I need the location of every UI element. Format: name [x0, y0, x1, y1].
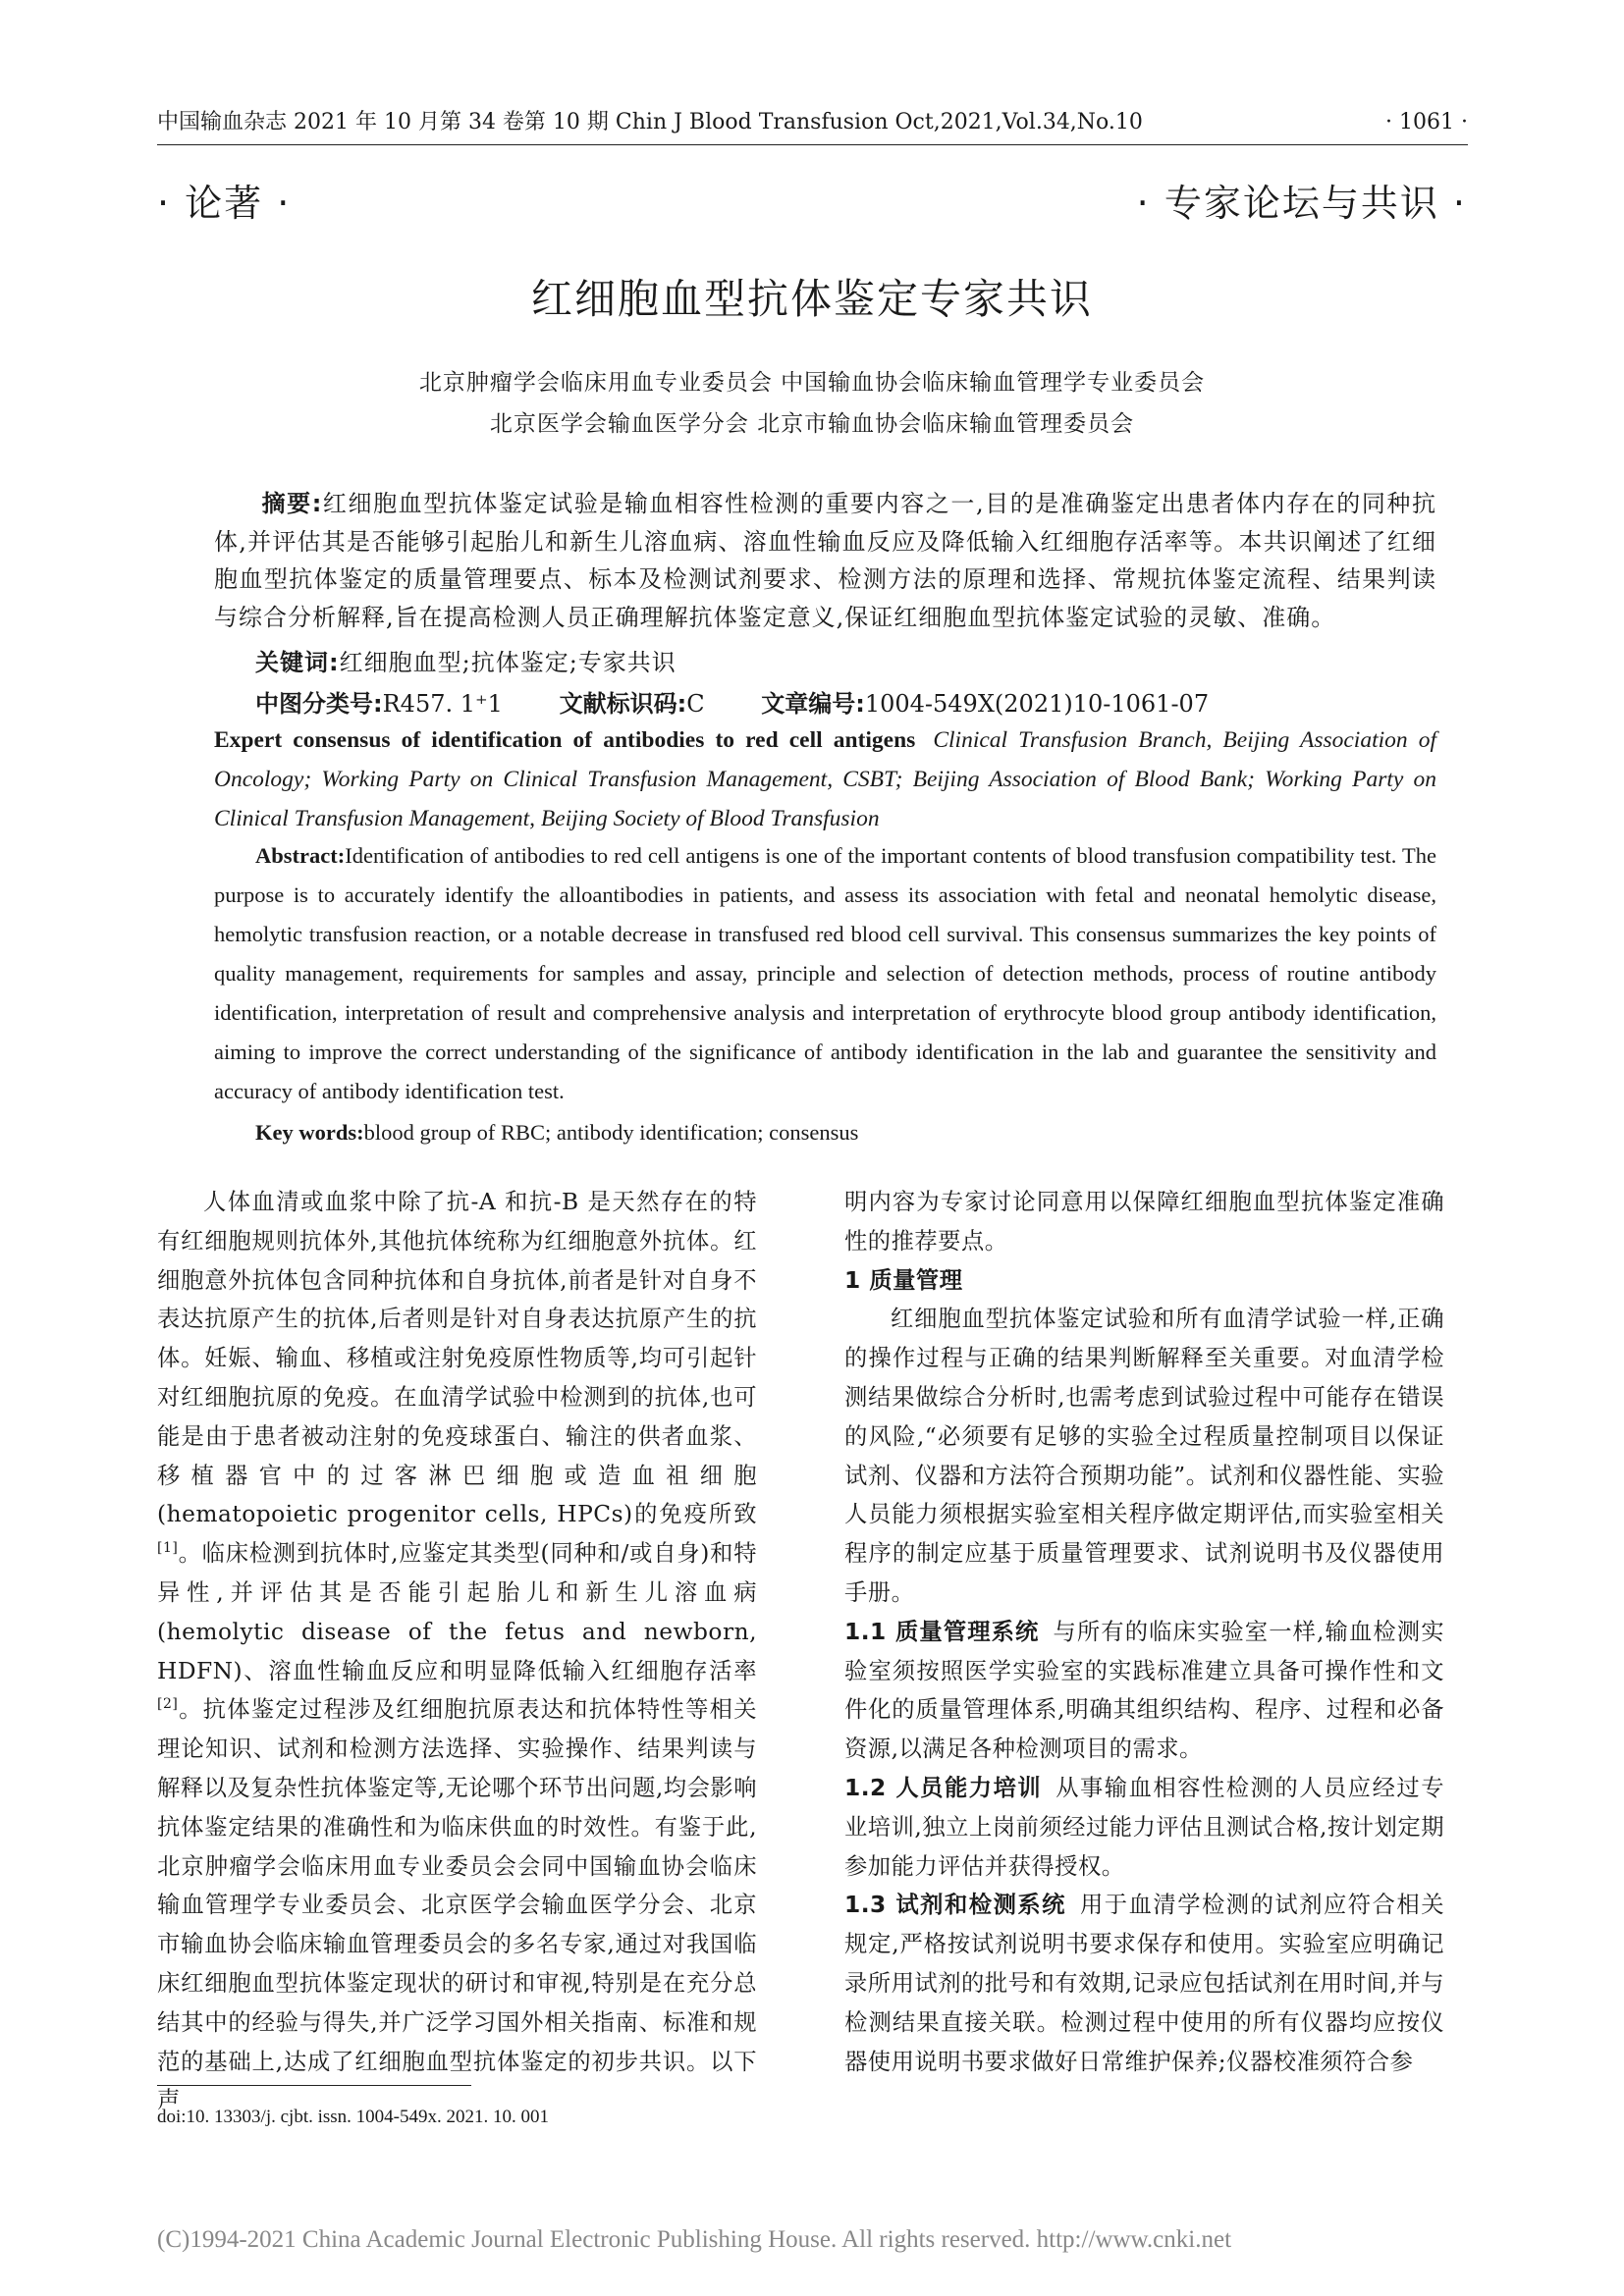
author-list — [0, 362, 1624, 445]
subsection-heading: 1.3 试剂和检测系统 — [844, 1892, 1066, 1919]
keywords-label: 关键词: — [255, 649, 340, 676]
right-column — [844, 1183, 1444, 2081]
chinese-abstract — [214, 485, 1436, 636]
article-number-value: 1004-549X(2021)10-1061-07 — [864, 690, 1210, 718]
doc-code-label: 文献标识码: — [559, 690, 687, 718]
footnote-divider — [157, 2085, 471, 2086]
abstract-text: 红细胞血型抗体鉴定试验是输血相容性检测的重要内容之一,目的是准确鉴定出患者体内存在的同种抗体,并评估其是否能够引起胎儿和新生儿溶血病、溶血性输血反应及降低输入红细胞存活率等。本共识阐述了红细胞血型抗体鉴定的质量管理要点、标本及检测试剂要求、检测方法的原理和选择、常规抗体鉴定流程、结果判读与综合分析解释,旨在提高检测人员正确理解抗体鉴定意义,保证红细胞血型抗体鉴定试验的灵敏、准确。 — [214, 490, 1436, 631]
article-number-label: 文章编号: — [761, 690, 865, 718]
citation-ref-1[interactable]: [1] — [157, 1540, 179, 1557]
english-abstract — [214, 836, 1436, 1111]
english-abstract-label: Abstract: — [255, 843, 346, 868]
intro-text-part3: 。抗体鉴定过程涉及红细胞抗原表达和抗体特性等相关理论知识、试剂和检测方法选择、实验操作、结果判读与解释以及复杂性抗体鉴定等,无论哪个环节出问题,均会影响抗体鉴定结果的准确性和为临床供血的时效性。有鉴于此,北京肿瘤学会临床用血专业委员会会同中国输血协会临床输血管理学专业委员会、北京医学会输血医学分会、北京市输血协会临床输血管理委员会的多名专家,通过对我国临床红细胞血型抗体鉴定现状的研讨和审视,特别是在充分总结其中的经验与得失,并广泛学习国外相关指南、标准和规范的基础上,达成了红细胞血型抗体鉴定的初步共识。以下声 — [157, 1696, 757, 2114]
citation-ref-2[interactable]: [2] — [157, 1696, 179, 1713]
subsection-1-1 — [844, 1613, 1444, 1769]
intro-text-part2: 。临床检测到抗体时,应鉴定其类型(同种和/或自身)和特异性,并评估其是否能引起胎儿和新生儿溶血病(hemolytic disease of the fetus and newborn, HDFN)、溶血性输血反应和明显降低输入红细胞存活率 — [157, 1540, 757, 1684]
subsection-text: 从事输血相容性检测的人员应经过专业培训,独立上岗前须经过能力评估且测试合格,按计划定期参加能力评估并获得授权。 — [844, 1774, 1444, 1880]
subsection-heading: 1.2 人员能力培训 — [844, 1774, 1043, 1801]
intro-paragraph — [157, 1183, 757, 2120]
abstract-label: 摘要: — [261, 490, 323, 517]
section-heading-quality-management: 1 质量管理 — [844, 1266, 963, 1294]
clc-value: R457. 1⁺1 — [382, 690, 503, 718]
english-title: Expert consensus of identification of antibodies to red cell antigens — [214, 727, 916, 753]
doi-footnote: doi:10. 13303/j. cjbt. issn. 1004-549x. 2021. 10. 001 — [157, 2107, 549, 2127]
english-keywords — [214, 1113, 1478, 1152]
clc-label: 中图分类号: — [255, 690, 383, 718]
english-keywords-text: blood group of RBC; antibody identification; consensus — [363, 1120, 859, 1145]
keywords-text: 红细胞血型;抗体鉴定;专家共识 — [339, 649, 677, 676]
subsection-heading: 1.1 质量管理系统 — [844, 1618, 1040, 1645]
copyright-notice: (C)1994-2021 China Academic Journal Electronic Publishing House. All rights reserved. http://www.cnki.net — [157, 2226, 1232, 2253]
paper-title: 红细胞血型抗体鉴定专家共识 — [530, 275, 1093, 323]
english-title-block — [214, 721, 1436, 838]
intro-text-part1: 人体血清或血浆中除了抗-A 和抗-B 是天然存在的特有红细胞规则抗体外,其他抗体统称为红细胞意外抗体。红细胞意外抗体包含同种抗体和自身抗体,前者是针对自身不表达抗原产生的抗体,后者则是针对自身表达抗原产生的抗体。妊娠、输血、移植或注射免疫原性物质等,均可引起针对红细胞抗原的免疫。在血清学试验中检测到的抗体,也可能是由于患者被动注射的免疫球蛋白、输注的供者血浆、移植器官中的过客淋巴细胞或造血祖细胞(hematopoietic progenitor cells, HPCs)的免疫所致 — [157, 1189, 757, 1528]
doc-code-value: C — [686, 690, 705, 718]
subsection-1-2 — [844, 1769, 1444, 1886]
section-label-expert-forum: · 专家论坛与共识 · — [1136, 182, 1467, 225]
subsection-text: 与所有的临床实验室一样,输血检测实验室须按照医学实验室的实践标准建立具备可操作性和文件化的质量管理体系,明确其组织结构、程序、过程和必备资源,以满足各种检测项目的需求。 — [844, 1618, 1444, 1763]
author-line: 北京肿瘤学会临床用血专业委员会 中国输血协会临床输血管理学专业委员会 — [418, 370, 1206, 396]
intro-continuation: 明内容为专家讨论同意用以保障红细胞血型抗体鉴定准确性的推荐要点。 — [844, 1189, 1444, 1255]
left-column — [157, 1183, 757, 2120]
subsection-text: 用于血清学检测的试剂应符合相关规定,严格按试剂说明书要求保存和使用。实验室应明确记录所用试剂的批号和有效期,记录应包括试剂在用时间,并与检测结果直接关联。检测过程中使用的所有仪器均应按仪器使用说明书要求做好日常维护保养;仪器校准须符合参 — [844, 1892, 1445, 2075]
subsection-1-3 — [844, 1886, 1444, 2081]
quality-intro-paragraph: 红细胞血型抗体鉴定试验和所有血清学试验一样,正确的操作过程与正确的结果判断解释至关重要。对血清学检测结果做综合分析时,也需考虑到试验过程中可能存在错误的风险,“必须要有足够的实验全过程质量控制项目以保证试剂、仪器和方法符合预期功能”。试剂和仪器性能、实验人员能力须根据实验室相关程序做定期评估,而实验室相关程序的制定应基于质量管理要求、试剂说明书及仪器使用手册。 — [844, 1306, 1444, 1606]
running-header — [157, 106, 1468, 145]
chinese-keywords — [255, 643, 677, 677]
classification-row — [255, 684, 1434, 719]
author-line: 北京医学会输血医学分会 北京市输血协会临床输血管理委员会 — [489, 411, 1135, 437]
section-label-articles: · 论著 · — [157, 182, 292, 225]
english-keywords-label: Key words: — [255, 1120, 364, 1145]
english-abstract-text: Identification of antibodies to red cell antigens is one of the important contents of blood transfusion compatibility test. The purpose is to accurately identify the alloantibodies in patients, and assess its association with fetal and neonatal hemolytic disease, hemolytic transfusion reaction, or a notable decrease in transfused red blood cell survival. This consensus summarizes the key points of quality management, requirements for samples and assay, principle and selection of detection methods, process of routine antibody identification, interpretation of result and comprehensive analysis and interpretation of erythrocyte blood group antibody identification, aiming to improve the correct understanding of the significance of antibody identification in the lab and guarantee the sensitivity and accuracy of antibody identification test. — [214, 843, 1436, 1103]
english-authors: Clinical Transfusion Branch, Beijing Association of Oncology; Working Party on Clinical Transfusion Management, CSBT; Beijing Association of Blood Bank; Working Party on Clinical Transfusion Management, Beijing Society of Blood Transfusion — [214, 727, 1436, 831]
journal-citation: 中国输血杂志 2021 年 10 月第 34 卷第 10 期 Chin J Blood Transfusion Oct,2021,Vol.34,No.10 — [157, 110, 1143, 134]
page-number: · 1061 · — [1385, 110, 1468, 134]
